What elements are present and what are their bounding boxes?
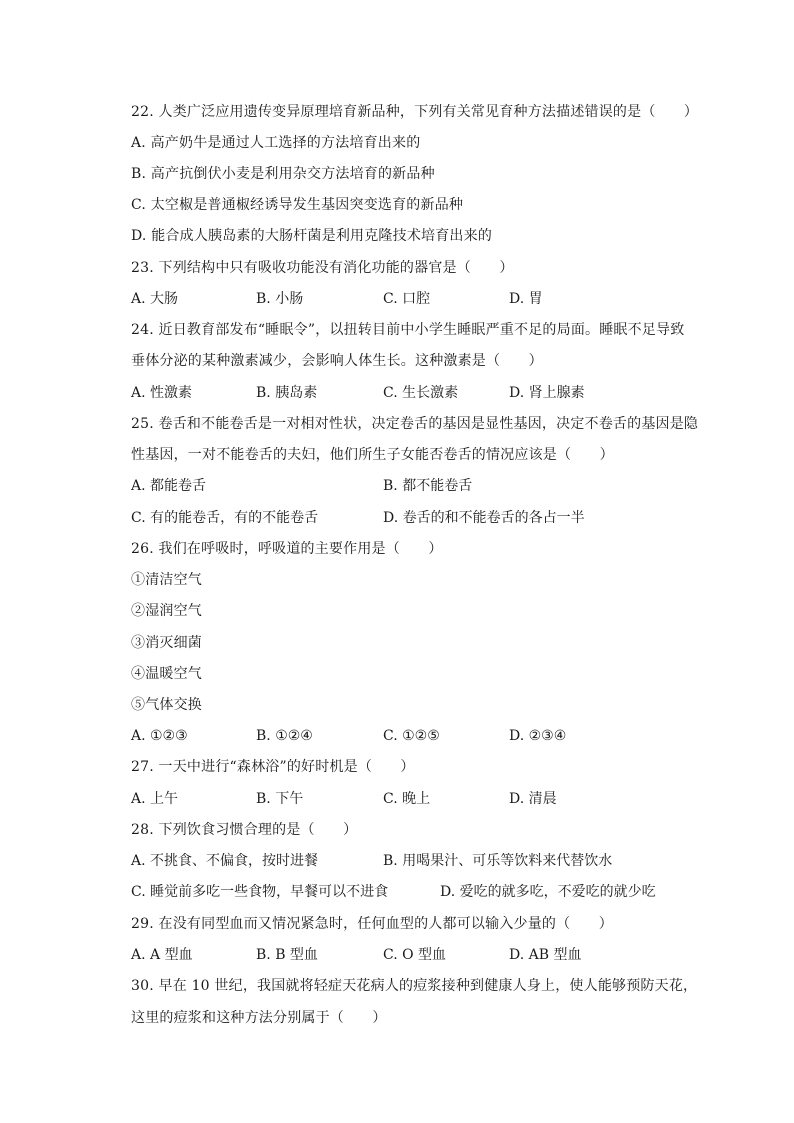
question-23-option-c: C. 口腔 — [383, 291, 431, 307]
question-30-stem-line1: 30. 早在 10 世纪，我国就将轻症天花病人的痘浆接种到健康人身上，使人能够预防天花， — [131, 978, 698, 994]
question-24-stem-line1: 24. 近日教育部发布“睡眠令”，以扭转目前中小学生睡眠严重不足的局面。睡眠不足导致 — [131, 322, 685, 338]
question-24-option-a: A. 性激素 — [131, 385, 193, 401]
question-25-option-a: A. 都能卷舌 — [131, 478, 207, 494]
question-25-stem-line2: 性基因，一对不能卷舌的夫妇，他们所生子女能否卷舌的情况应该是（ ） — [131, 447, 614, 463]
question-23-stem: 23. 下列结构中只有吸收功能没有消化功能的器官是（ ） — [131, 260, 514, 276]
question-26-option-b: B. ①②④ — [256, 728, 313, 744]
question-22-option-c: C. 太空椒是普通椒经诱导发生基因突变选育的新品种 — [131, 197, 464, 213]
question-26-option-c: C. ①②⑤ — [383, 728, 440, 744]
question-30-stem-line2: 这里的痘浆和这种方法分别属于（ ） — [131, 1010, 387, 1026]
question-26-item-3: ③消灭细菌 — [131, 635, 202, 651]
question-27-option-c: C. 晚上 — [383, 791, 431, 807]
question-23-option-a: A. 大肠 — [131, 291, 179, 307]
question-22-option-a: A. 高产奶牛是通过人工选择的方法培育出来的 — [131, 135, 421, 151]
question-22-stem: 22. 人类广泛应用遗传变异原理培育新品种，下列有关常见育种方法描述错误的是（ ） — [131, 104, 699, 120]
question-22-option-b: B. 高产抗倒伏小麦是利用杂交方法培育的新品种 — [131, 166, 435, 182]
question-26-stem: 26. 我们在呼吸时，呼吸道的主要作用是（ ） — [131, 541, 443, 557]
question-24-option-c: C. 生长激素 — [383, 385, 459, 401]
question-26-item-1: ①清洁空气 — [131, 572, 202, 588]
question-26-option-a: A. ①②③ — [131, 728, 188, 744]
question-25-option-d: D. 卷舌的和不能卷舌的各占一半 — [383, 510, 585, 526]
question-27-option-d: D. 清晨 — [509, 791, 557, 807]
question-26-option-d: D. ②③④ — [509, 728, 567, 744]
question-29-stem: 29. 在没有同型血而又情况紧急时，任何血型的人都可以输入少量的（ ） — [131, 916, 613, 932]
question-29-option-d: D. AB 型血 — [509, 947, 582, 963]
question-24-option-d: D. 肾上腺素 — [509, 385, 585, 401]
question-25-option-b: B. 都不能卷舌 — [383, 478, 473, 494]
question-28-stem: 28. 下列饮食习惯合理的是（ ） — [131, 822, 358, 838]
question-26-item-5: ⑤气体交换 — [131, 697, 202, 713]
question-23-option-d: D. 胃 — [509, 291, 543, 307]
question-28-option-a: A. 不挑食、不偏食，按时进餐 — [131, 853, 319, 869]
question-29-option-c: C. O 型血 — [383, 947, 447, 963]
question-28-option-b: B. 用喝果汁、可乐等饮料来代替饮水 — [383, 853, 613, 869]
question-23-option-b: B. 小肠 — [256, 291, 304, 307]
question-25-stem-line1: 25. 卷舌和不能卷舌是一对相对性状，决定卷舌的基因是显性基因，决定不卷舌的基因是隐 — [131, 416, 699, 432]
question-28-option-d: D. 爱吃的就多吃，不爱吃的就少吃 — [440, 884, 656, 900]
question-22-option-d: D. 能合成人胰岛素的大肠杆菌是利用克隆技术培育出来的 — [131, 228, 493, 244]
question-27-option-a: A. 上午 — [131, 791, 179, 807]
question-28-option-c: C. 睡觉前多吃一些食物，早餐可以不进食 — [131, 884, 389, 900]
question-24-stem-line2: 垂体分泌的某种激素减少，会影响人体生长。这种激素是（ ） — [131, 353, 543, 369]
question-26-item-4: ④温暖空气 — [131, 666, 202, 682]
question-29-option-a: A. A 型血 — [131, 947, 193, 963]
question-29-option-b: B. B 型血 — [256, 947, 318, 963]
question-26-item-2: ②湿润空气 — [131, 603, 202, 619]
question-24-option-b: B. 胰岛素 — [256, 385, 318, 401]
question-27-option-b: B. 下午 — [256, 791, 304, 807]
question-27-stem: 27. 一天中进行“森林浴”的好时机是（ ） — [131, 759, 415, 775]
question-25-option-c: C. 有的能卷舌，有的不能卷舌 — [131, 510, 319, 526]
